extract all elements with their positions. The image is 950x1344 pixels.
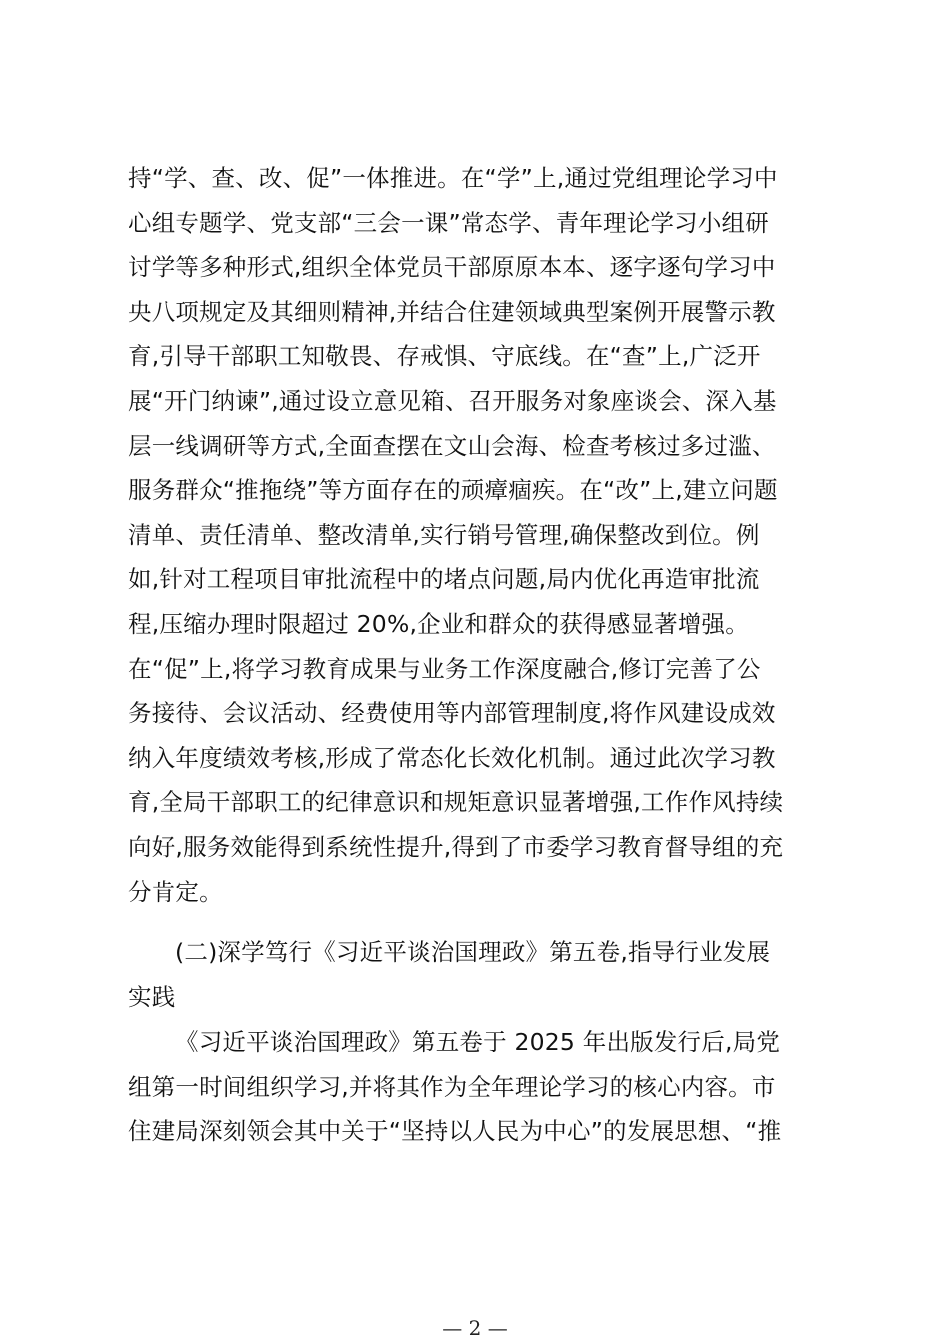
text-line: 住建局深刻领会其中关于“坚持以人民为中心”的发展思想、“推 <box>128 1117 782 1146</box>
text-line: 层一线调研等方式,全面查摆在文山会海、检查考核过多过滥、 <box>128 431 776 460</box>
text-line: 讨学等多种形式,组织全体党员干部原原本本、逐字逐句学习中 <box>128 253 776 282</box>
text-line: 《习近平谈治国理政》第五卷于 2025 年出版发行后,局党 <box>175 1028 781 1056</box>
text-line: 程,压缩办理时限超过 20%,企业和群众的获得感显著增强。 <box>128 609 749 638</box>
section-heading <box>128 930 838 1019</box>
heading-line: (二)深学笃行《习近平谈治国理政》第五卷,指导行业发展 <box>175 938 771 966</box>
page-number: — 2 — <box>442 1316 508 1340</box>
paragraph-2 <box>128 1020 838 1154</box>
text-line: 育,全局干部职工的纪律意识和规矩意识显著增强,工作作风持续 <box>128 788 784 817</box>
heading-line: 实践 <box>128 982 176 1011</box>
text-line: 向好,服务效能得到系统性提升,得到了市委学习教育督导组的充 <box>128 832 784 861</box>
text-line: 清单、责任清单、整改清单,实行销号管理,确保整改到位。例 <box>128 520 760 549</box>
text-line: 展“开门纳谏”,通过设立意见箱、召开服务对象座谈会、深入基 <box>128 386 777 415</box>
text-line: 心组专题学、党支部“三会一课”常态学、青年理论学习小组研 <box>128 208 769 237</box>
text-line: 纳入年度绩效考核,形成了常态化长效化机制。通过此次学习教 <box>128 743 776 772</box>
text-line: 务接待、会议活动、经费使用等内部管理制度,将作风建设成效 <box>128 699 776 728</box>
text-line: 组第一时间组织学习,并将其作为全年理论学习的核心内容。市 <box>128 1072 776 1101</box>
text-line: 持“学、查、改、促”一体推进。在“学”上,通过党组理论学习中 <box>128 164 778 192</box>
text-line: 服务群众“推拖绕”等方面存在的顽瘴痼疾。在“改”上,建立问题 <box>128 476 778 505</box>
text-line: 央八项规定及其细则精神,并结合住建领域典型案例开展警示教 <box>128 297 776 326</box>
text-line: 如,针对工程项目审批流程中的堵点问题,局内优化再造审批流 <box>128 565 760 594</box>
text-line: 育,引导干部职工知敬畏、存戒惧、守底线。在“查”上,广泛开 <box>128 342 761 371</box>
text-line: 分肯定。 <box>128 877 223 906</box>
text-line: 在“促”上,将学习教育成果与业务工作深度融合,修订完善了公 <box>128 654 761 683</box>
paragraph-1 <box>128 156 838 914</box>
